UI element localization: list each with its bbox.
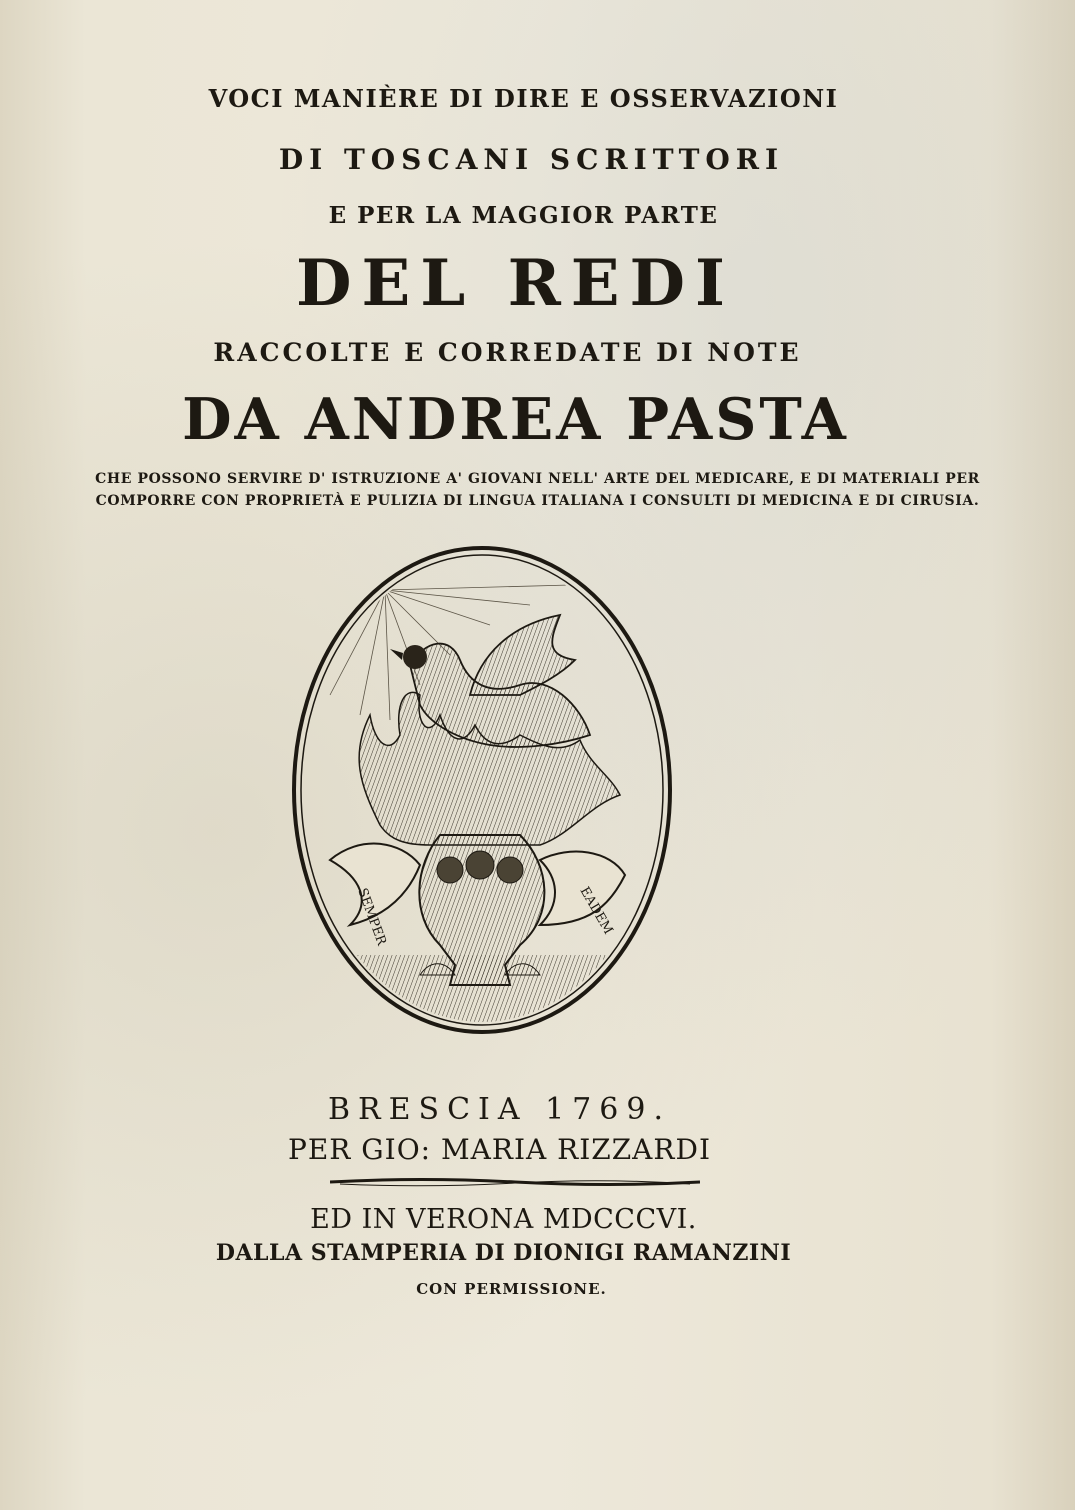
title-line-3: E PER LA MAGGIOR PARTE <box>328 202 719 229</box>
printer-line: PER GIO: MARIA RIZZARDI <box>288 1133 711 1166</box>
edition-line: ED IN VERONA MDCCCVI. <box>310 1204 697 1235</box>
ribbon-right-text: EADEM <box>576 884 616 938</box>
ribbon-left-text: SEMPER <box>354 886 389 948</box>
city-year: BRESCIA 1769. <box>328 1092 671 1127</box>
author-line: DA ANDREA PASTA <box>182 386 849 453</box>
permission-line: CON PERMISSIONE. <box>416 1280 607 1298</box>
description-text: CHE POSSONO SERVIRE D' ISTRUZIONE A' GIOVANI NELL' ARTE DEL MEDICARE, E DI MATERIALI PER COMPORRE CON PROPRIETÀ E PULIZIA DI LINGUA ITALIANA I CONSULTI DI MEDICINA E DI CIRUSIA. <box>95 471 980 509</box>
title-line-2: DI TOSCANI SCRITTORI <box>278 143 785 176</box>
stamperia-line: DALLA STAMPERIA DI DIONIGI RAMANZINI <box>215 1240 792 1266</box>
decorative-rule-icon <box>330 1175 700 1189</box>
title-line-5: RACCOLTE E CORREDATE DI NOTE <box>213 338 802 367</box>
phoenix-urn-emblem-icon <box>290 545 675 1035</box>
title-line-1: VOCI MANIÈRE DI DIRE E OSSERVAZIONI <box>208 84 839 113</box>
title-main-redi: DEL REDI <box>296 246 735 321</box>
